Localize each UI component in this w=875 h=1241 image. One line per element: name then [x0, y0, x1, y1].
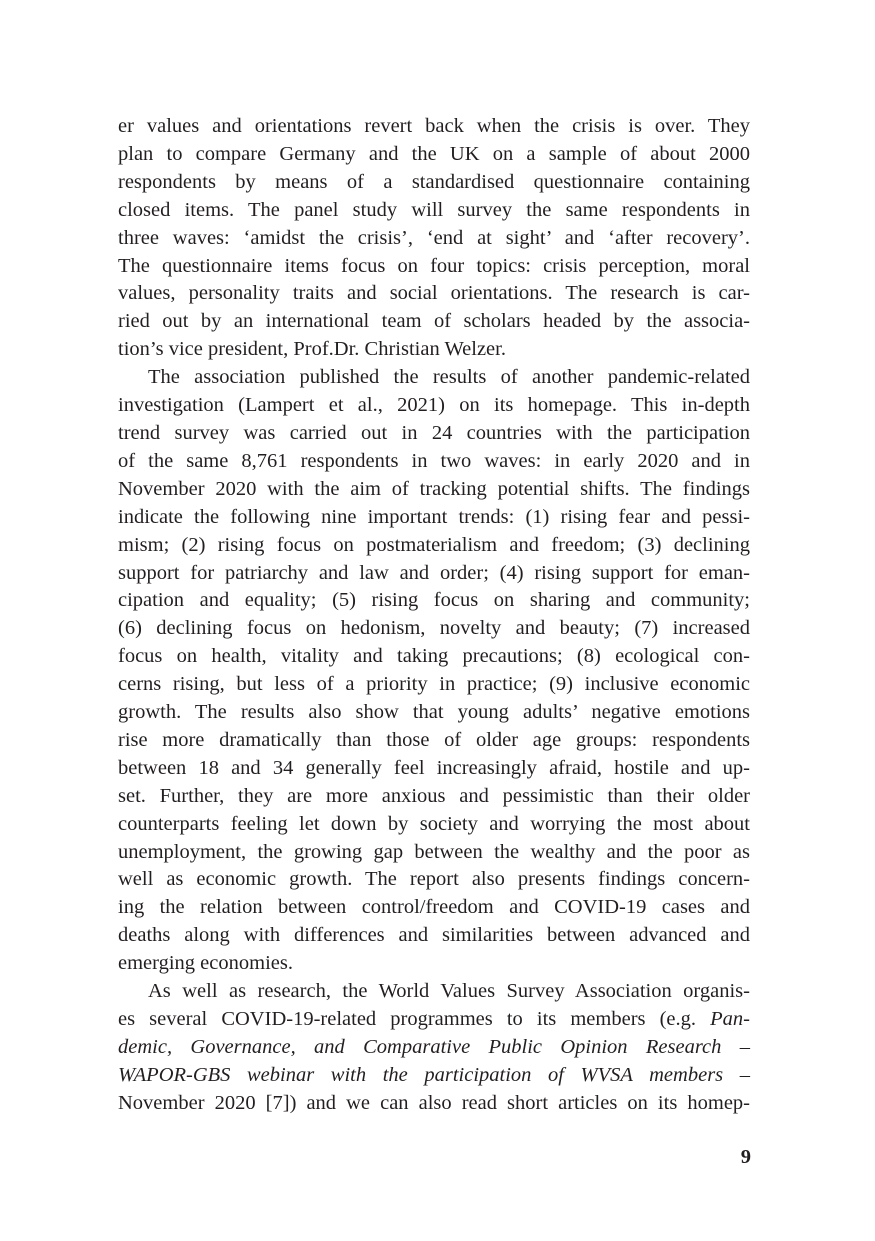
text-line: indicate the following nine important trends: (1) rising fear and pessi- [118, 505, 750, 528]
text-line: focus on health, vitality and taking precautions; (8) ecological con- [118, 645, 750, 668]
text-line: tion’s vice president, Prof.Dr. Christian Welzer. [118, 338, 506, 361]
text-run: – [723, 1063, 750, 1086]
text-line: of the same 8,761 respondents in two waves: in early 2020 and in [118, 449, 750, 472]
text-line: investigation (Lampert et al., 2021) on its homepage. This in-depth [118, 394, 750, 417]
text-line: emerging economies. [118, 952, 293, 975]
text-line [118, 1034, 750, 1062]
text-line: closed items. The panel study will survey the same respondents in [118, 198, 750, 221]
text-line: plan to compare Germany and the UK on a sample of about 2000 [118, 142, 750, 165]
text-line: between 18 and 34 generally feel increasingly afraid, hostile and up- [118, 756, 750, 779]
text-run: es several COVID-19-related programmes to its members (e.g. [118, 1008, 711, 1030]
paragraph-2 [118, 364, 750, 978]
italic-title-text: demic, Governance, and Comparative Public Opinion Research – [118, 1035, 750, 1058]
text-line: counterparts feeling let down by society and worrying the most about [118, 812, 750, 835]
text-line: er values and orientations revert back when the crisis is over. They [118, 115, 750, 137]
text-line: ing the relation between control/freedom and COVID-19 cases and [118, 896, 750, 919]
paragraph-3 [118, 978, 750, 1118]
text-line: (6) declining focus on hedonism, novelty and beauty; (7) increased [118, 617, 750, 640]
text-line: rise more dramatically than those of older age groups: respondents [118, 728, 750, 751]
text-line: unemployment, the growing gap between the wealthy and the poor as [118, 840, 750, 863]
italic-title-text: WAPOR-GBS webinar with the participation of WVSA members [118, 1063, 724, 1086]
text-line: support for patriarchy and law and order; (4) rising support for eman- [118, 561, 750, 584]
text-line: trend survey was carried out in 24 countries with the participation [118, 421, 750, 444]
page-number: 9 [740, 1146, 751, 1168]
text-line: deaths along with differences and similarities between advanced and [118, 924, 750, 947]
text-line: growth. The results also show that young adults’ negative emotions [118, 701, 750, 724]
text-line [118, 1006, 750, 1034]
text-line: mism; (2) rising focus on postmaterialism and freedom; (3) declining [118, 533, 750, 556]
text-line: well as economic growth. The report also presents findings concern- [118, 868, 750, 891]
text-line: As well as research, the World Values Survey Association organis- [148, 980, 750, 1003]
text-line: November 2020 [7]) and we can also read short articles on its homep- [118, 1091, 750, 1114]
text-line: ried out by an international team of scholars headed by the associa- [118, 310, 750, 333]
text-line: three waves: ‘amidst the crisis’, ‘end at sight’ and ‘after recovery’. [118, 226, 750, 249]
text-line: cerns rising, but less of a priority in practice; (9) inclusive economic [118, 673, 750, 696]
body-text [118, 113, 750, 1118]
paragraph-1 [118, 113, 750, 364]
italic-title-text: Pan- [710, 1008, 750, 1030]
text-line: set. Further, they are more anxious and pessimistic than their older [118, 784, 750, 807]
text-line: November 2020 with the aim of tracking potential shifts. The findings [118, 477, 750, 500]
text-line: The questionnaire items focus on four topics: crisis perception, moral [118, 254, 750, 277]
text-line: The association published the results of another pandemic-related [148, 366, 750, 389]
text-line: respondents by means of a standardised questionnaire containing [118, 170, 750, 193]
text-line: cipation and equality; (5) rising focus on sharing and community; [118, 589, 750, 612]
text-line: values, personality traits and social orientations. The research is car- [118, 282, 750, 305]
text-line [118, 1062, 750, 1090]
